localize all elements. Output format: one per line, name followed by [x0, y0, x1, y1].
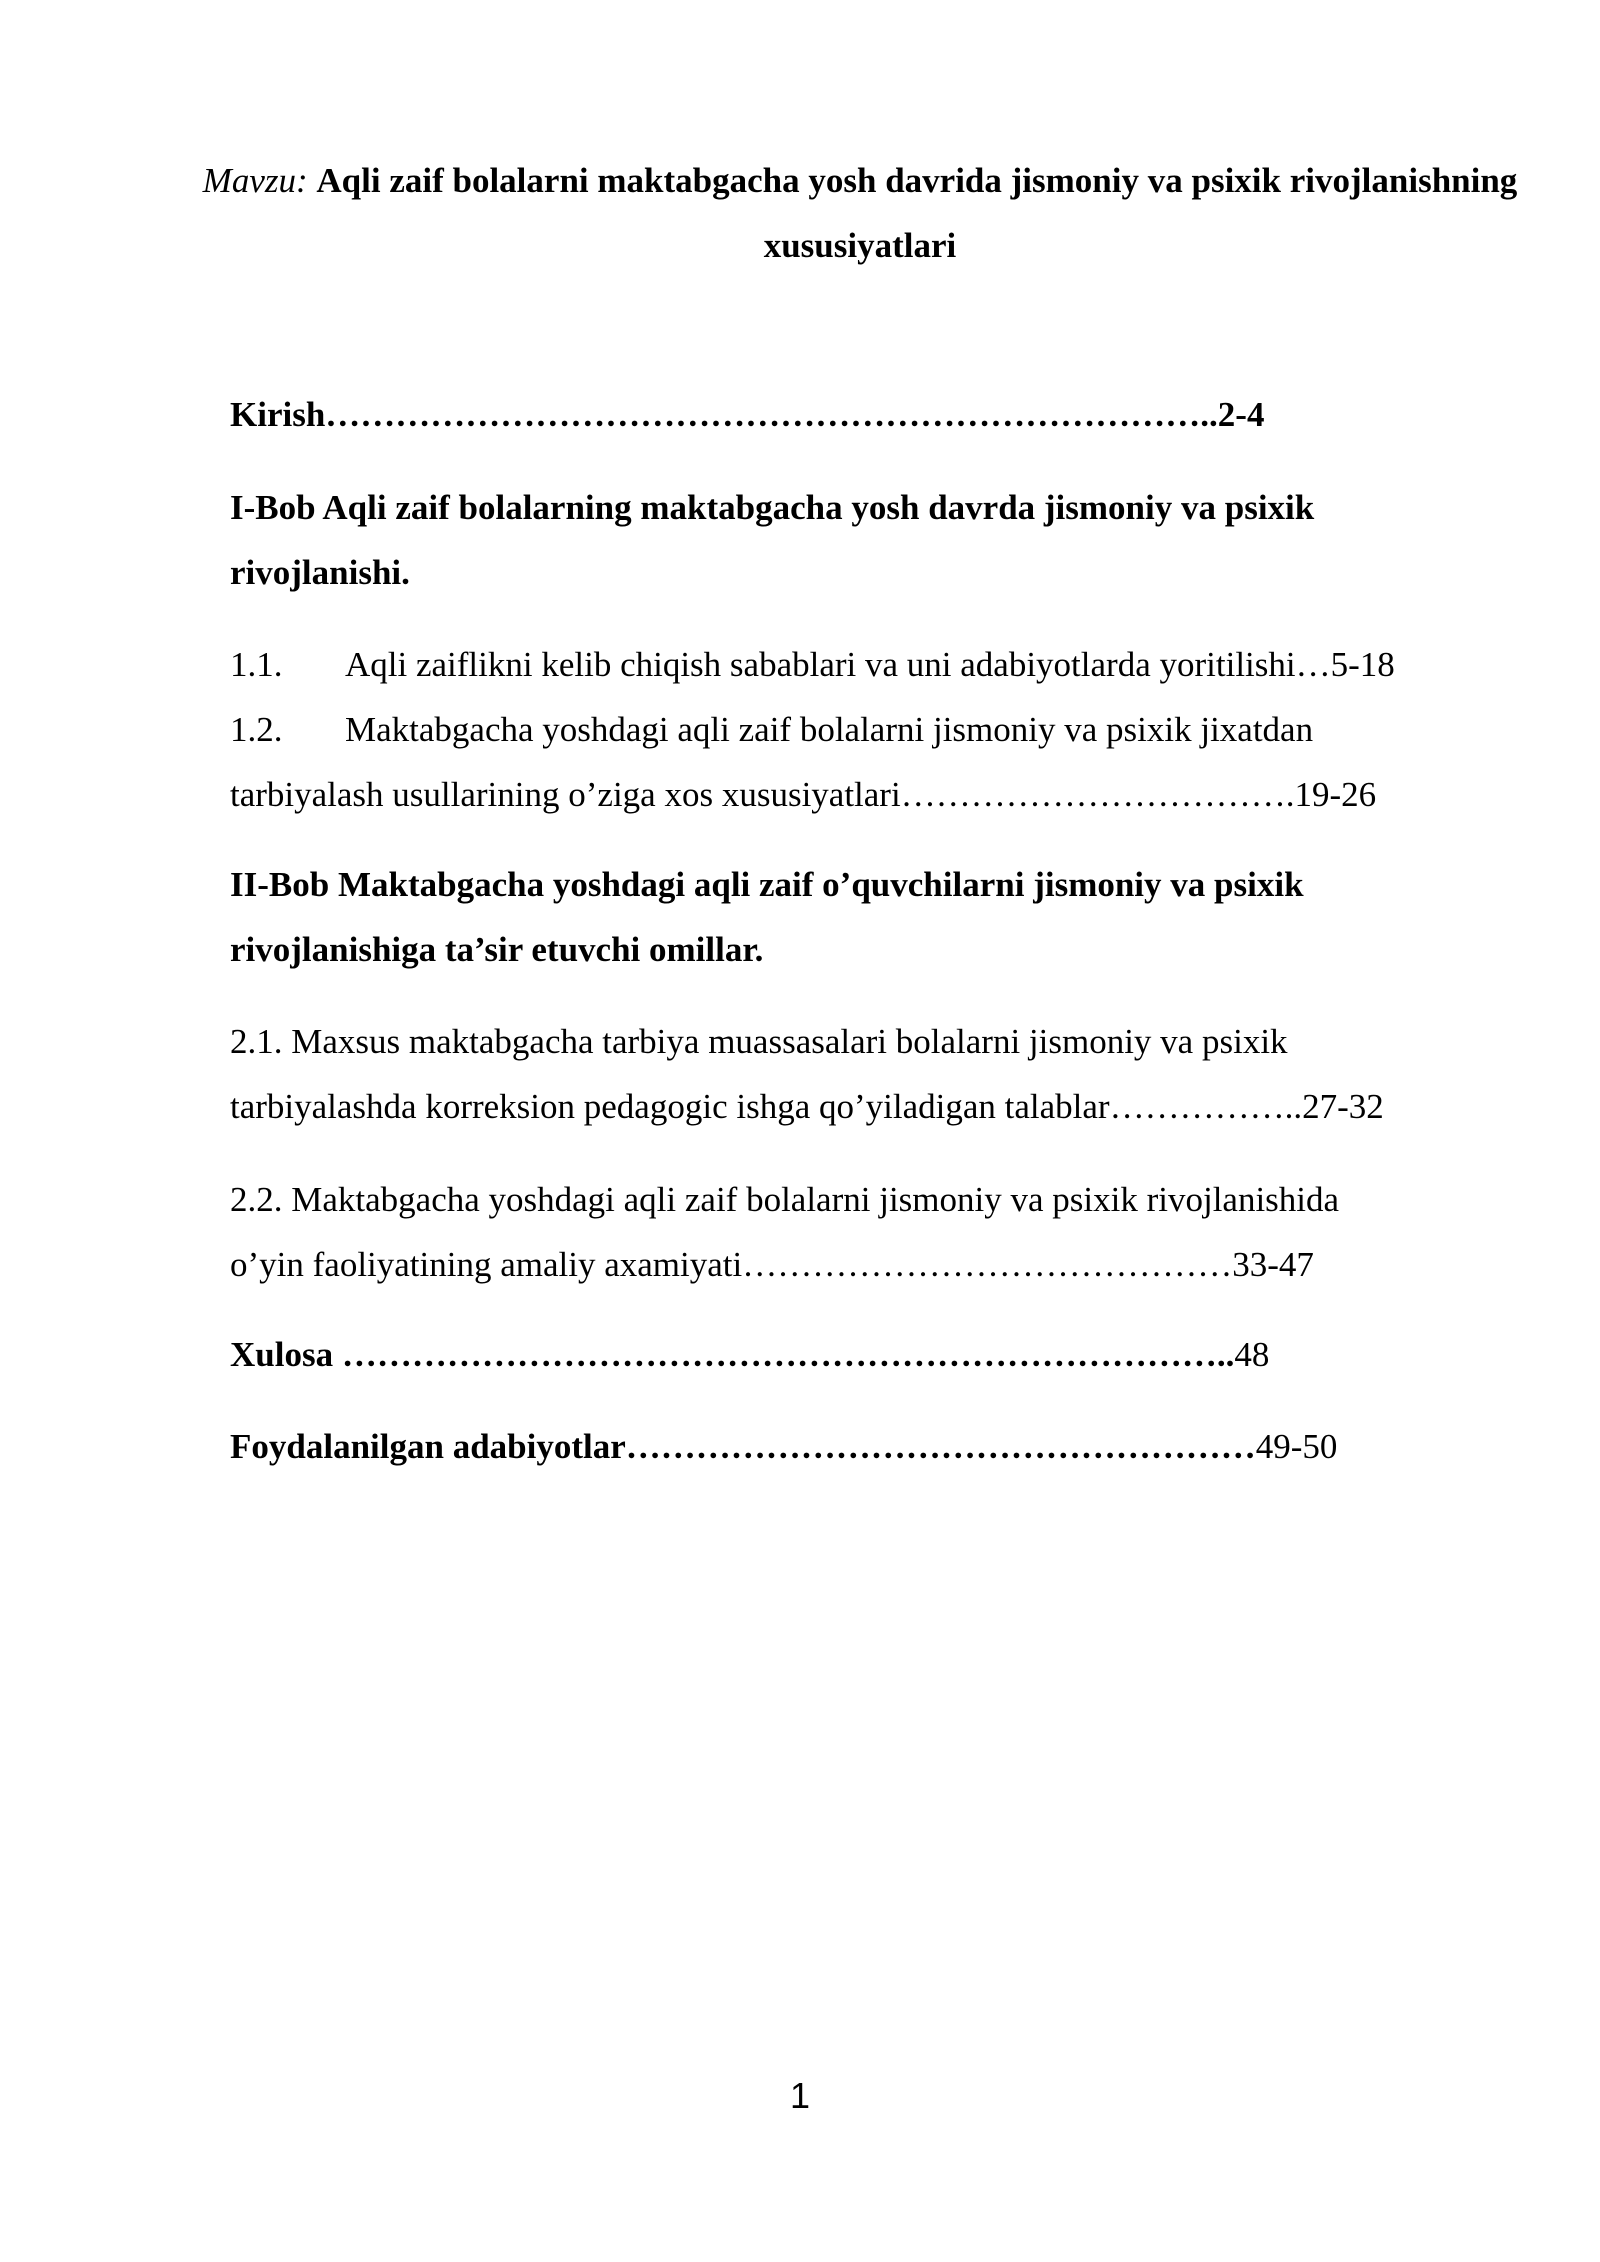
- toc-xulosa-page: 48: [1234, 1335, 1270, 1374]
- toc-section-2-1-line-1: 2.1. Maxsus maktabgacha tarbiya muassasalari bolalarni jismoniy va psixik: [230, 1022, 1288, 1061]
- toc-section-2-2-line-1: 2.2. Maktabgacha yoshdagi aqli zaif bolalarni jismoniy va psixik rivojlanishida: [230, 1180, 1340, 1219]
- page-number: 1: [789, 2075, 811, 2116]
- toc-entry-adabiyotlar: [230, 1427, 1337, 1467]
- title-topic: Aqli zaif bolalarni maktabgacha yosh davrida jismoniy va psixik rivojlanishning xususiyatlari: [316, 161, 1518, 265]
- toc-adabiyotlar-label: Foydalanilgan adabiyotlar………………………………………………: [230, 1427, 1256, 1466]
- toc-section-1-2-text: Maktabgacha yoshdagi aqli zaif bolalarni jismoniy va psixik jixatdan: [345, 710, 1314, 749]
- document-title: [200, 148, 1520, 278]
- toc-section-1-2: [230, 710, 1313, 750]
- toc-xulosa-label: Xulosa …………………………………………………………………..: [230, 1335, 1235, 1374]
- toc-adabiyotlar-page: 49-50: [1255, 1427, 1338, 1466]
- toc-section-2-1-line-2: tarbiyalashda korreksion pedagogic ishga qo’yiladigan talablar……………..27-32: [230, 1087, 1384, 1126]
- title-label: Mavzu:: [202, 161, 308, 200]
- toc-chapter-2-line-1: II-Bob Maktabgacha yoshdagi aqli zaif o’quvchilarni jismoniy va psixik: [230, 865, 1304, 904]
- toc-section-1-2-number: 1.2.: [230, 710, 283, 749]
- toc-section-2-2-line-2: o’yin faoliyatining amaliy axamiyati……………………………………33-47: [230, 1245, 1314, 1284]
- toc-chapter-2-line-2: rivojlanishiga ta’sir etuvchi omillar.: [230, 930, 764, 969]
- toc-section-1-1: [230, 645, 1395, 685]
- toc-section-1-1-number: 1.1.: [230, 645, 283, 684]
- toc-section-1-2-line-2: tarbiyalash usullarining o’ziga xos xususiyatlari…………………………….19-26: [230, 775, 1377, 814]
- toc-section-1-1-text: Aqli zaiflikni kelib chiqish sabablari va uni adabiyotlarda yoritilishi…5-18: [345, 645, 1395, 684]
- toc-entry-kirish: Kirish…………………………………………………………………..2-4: [230, 395, 1265, 434]
- toc-chapter-1-line-1: I-Bob Aqli zaif bolalarning maktabgacha yosh davrda jismoniy va psixik: [230, 488, 1315, 527]
- toc-entry-xulosa: [230, 1335, 1269, 1375]
- toc-chapter-1-line-2: rivojlanishi.: [230, 553, 410, 592]
